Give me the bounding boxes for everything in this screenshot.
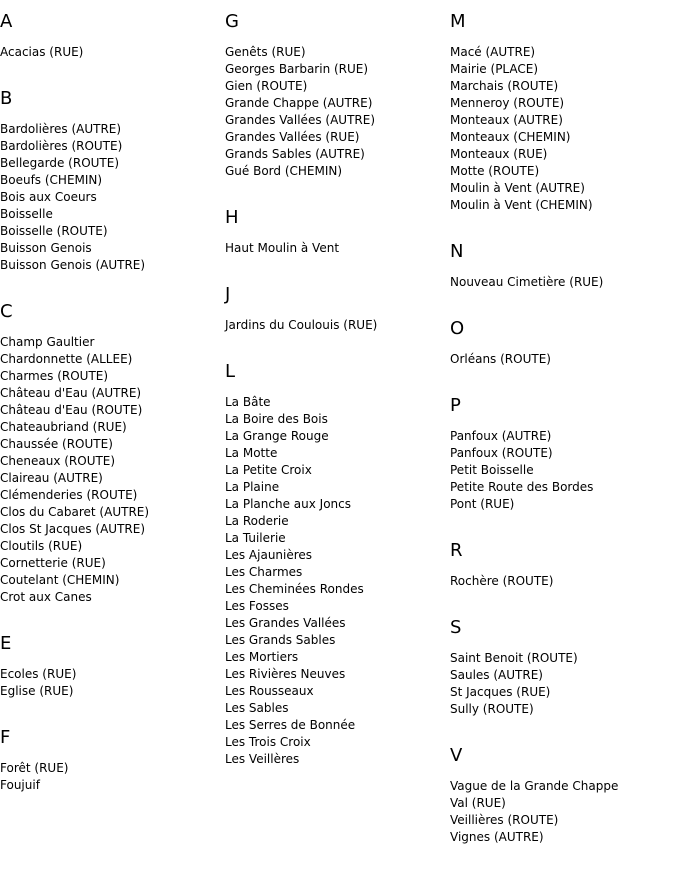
street-name: Val (RUE): [450, 796, 506, 810]
street-name: Nouveau Cimetière (RUE): [450, 275, 604, 289]
section-letter-heading: F: [0, 727, 11, 748]
street-name: Grandes Vallées (RUE): [225, 130, 360, 144]
section-letter-heading: S: [450, 617, 462, 638]
street-name: Champ Gaultier: [0, 335, 95, 349]
street-name: La Boire des Bois: [225, 412, 328, 426]
street-name: Motte (ROUTE): [450, 164, 540, 178]
street-name: Moulin à Vent (AUTRE): [450, 181, 585, 195]
street-list: [450, 351, 670, 368]
street-list: [225, 317, 445, 334]
letter-section: [225, 283, 445, 334]
letter-section: [0, 10, 220, 61]
street-name: Les Rivières Neuves: [225, 667, 346, 681]
street-name: La Petite Croix: [225, 463, 312, 477]
street-name: Clos St Jacques (AUTRE): [0, 522, 146, 536]
section-letter-heading: P: [450, 395, 461, 416]
street-name: Saules (AUTRE): [450, 668, 543, 682]
section-letter-heading: N: [450, 241, 464, 262]
street-name: Les Trois Croix: [225, 735, 311, 749]
section-letter-heading: V: [450, 745, 463, 766]
street-name: Foujuif: [0, 778, 40, 792]
street-name: Georges Barbarin (RUE): [225, 62, 369, 76]
street-name: Petite Route des Bordes: [450, 480, 594, 494]
street-name: Les Grands Sables: [225, 633, 336, 647]
street-name: Pont (RUE): [450, 497, 515, 511]
letter-section: [0, 300, 220, 606]
street-name: La Roderie: [225, 514, 289, 528]
street-name: La Motte: [225, 446, 278, 460]
street-name: Bardolières (ROUTE): [0, 139, 123, 153]
street-name: Les Veillères: [225, 752, 300, 766]
index-column: [225, 10, 445, 794]
street-list: [0, 121, 220, 274]
street-name: Vague de la Grande Chappe: [450, 779, 619, 793]
street-name: Charmes (ROUTE): [0, 369, 109, 383]
street-name: Mairie (PLACE): [450, 62, 539, 76]
street-name: Grands Sables (AUTRE): [225, 147, 365, 161]
street-name: Forêt (RUE): [0, 761, 69, 775]
section-letter-heading: L: [225, 361, 236, 382]
section-letter-heading: M: [450, 11, 466, 32]
street-name: La Tuilerie: [225, 531, 286, 545]
street-name: Jardins du Coulouis (RUE): [225, 318, 378, 332]
street-name: Les Mortiers: [225, 650, 299, 664]
street-name: Grandes Vallées (AUTRE): [225, 113, 375, 127]
street-list: [450, 428, 670, 513]
section-letter-heading: C: [0, 301, 13, 322]
street-name: Les Charmes: [225, 565, 303, 579]
street-name: Macé (AUTRE): [450, 45, 536, 59]
letter-section: [450, 744, 670, 846]
street-name: Clémenderies (ROUTE): [0, 488, 138, 502]
street-name: Les Rousseaux: [225, 684, 314, 698]
section-letter-heading: G: [225, 11, 239, 32]
street-name: La Grange Rouge: [225, 429, 329, 443]
section-letter-heading: B: [0, 88, 13, 109]
letter-section: [450, 240, 670, 291]
street-name: Les Grandes Vallées: [225, 616, 346, 630]
index-column: [450, 10, 670, 872]
street-list: [0, 760, 220, 794]
street-list: [225, 44, 445, 180]
letter-section: [225, 206, 445, 257]
street-name: Cheneaux (ROUTE): [0, 454, 116, 468]
street-name: Boeufs (CHEMIN): [0, 173, 103, 187]
street-name: Ecoles (RUE): [0, 667, 77, 681]
section-letter-heading: E: [0, 633, 12, 654]
street-name: Marchais (ROUTE): [450, 79, 559, 93]
street-name: Château d'Eau (AUTRE): [0, 386, 142, 400]
street-name: Grande Chappe (AUTRE): [225, 96, 373, 110]
street-name: Chateaubriand (RUE): [0, 420, 127, 434]
street-list: [0, 666, 220, 700]
street-name: Claireau (AUTRE): [0, 471, 103, 485]
letter-section: [450, 10, 670, 214]
street-name: Panfoux (ROUTE): [450, 446, 553, 460]
street-name: Monteaux (RUE): [450, 147, 548, 161]
street-name: Les Sables: [225, 701, 289, 715]
street-list: [0, 44, 220, 61]
street-name: Bardolières (AUTRE): [0, 122, 122, 136]
street-name: La Plaine: [225, 480, 280, 494]
street-name: Boisselle: [0, 207, 53, 221]
street-list: [225, 240, 445, 257]
street-name: Rochère (ROUTE): [450, 574, 554, 588]
section-letter-heading: H: [225, 207, 239, 228]
street-name: La Planche aux Joncs: [225, 497, 351, 511]
street-name: Moulin à Vent (CHEMIN): [450, 198, 593, 212]
street-name: Bellegarde (ROUTE): [0, 156, 120, 170]
street-list: [450, 44, 670, 214]
street-name: La Bâte: [225, 395, 271, 409]
street-name: Haut Moulin à Vent: [225, 241, 340, 255]
street-name: Boisselle (ROUTE): [0, 224, 108, 238]
letter-section: [0, 632, 220, 700]
street-name: Acacias (RUE): [0, 45, 84, 59]
street-name: Sully (ROUTE): [450, 702, 534, 716]
street-name: Monteaux (AUTRE): [450, 113, 563, 127]
letter-section: [0, 87, 220, 274]
section-letter-heading: R: [450, 540, 463, 561]
street-name: Coutelant (CHEMIN): [0, 573, 120, 587]
letter-section: [225, 360, 445, 768]
letter-section: [225, 10, 445, 180]
street-name: Monteaux (CHEMIN): [450, 130, 571, 144]
section-letter-heading: O: [450, 318, 465, 339]
street-name: Eglise (RUE): [0, 684, 74, 698]
street-name: St Jacques (RUE): [450, 685, 551, 699]
street-name: Clos du Cabaret (AUTRE): [0, 505, 150, 519]
street-name: Les Fosses: [225, 599, 289, 613]
street-name: Les Serres de Bonnée: [225, 718, 356, 732]
street-name: Les Ajaunières: [225, 548, 313, 562]
street-name: Bois aux Coeurs: [0, 190, 97, 204]
letter-section: [450, 394, 670, 513]
street-name: Menneroy (ROUTE): [450, 96, 565, 110]
street-name: Cloutils (RUE): [0, 539, 83, 553]
letter-section: [450, 317, 670, 368]
street-name: Chaussée (ROUTE): [0, 437, 113, 451]
section-letter-heading: A: [0, 11, 13, 32]
street-name: Buisson Genois (AUTRE): [0, 258, 146, 272]
street-name: Gien (ROUTE): [225, 79, 308, 93]
street-name: Saint Benoit (ROUTE): [450, 651, 578, 665]
letter-section: [450, 539, 670, 590]
street-name: Crot aux Canes: [0, 590, 92, 604]
street-name: Les Cheminées Rondes: [225, 582, 364, 596]
street-list: [450, 573, 670, 590]
street-name: Gué Bord (CHEMIN): [225, 164, 343, 178]
street-list: [0, 334, 220, 606]
street-name: Panfoux (AUTRE): [450, 429, 552, 443]
street-name: Buisson Genois: [0, 241, 92, 255]
street-list: [225, 394, 445, 768]
section-letter-heading: J: [225, 284, 231, 305]
street-name: Vignes (AUTRE): [450, 830, 544, 844]
street-name: Petit Boisselle: [450, 463, 534, 477]
street-list: [450, 274, 670, 291]
street-list: [450, 650, 670, 718]
letter-section: [450, 616, 670, 718]
street-name: Genêts (RUE): [225, 45, 306, 59]
street-name: Château d'Eau (ROUTE): [0, 403, 143, 417]
street-name: Veillières (ROUTE): [450, 813, 559, 827]
street-name: Cornetterie (RUE): [0, 556, 106, 570]
letter-section: [0, 726, 220, 794]
street-name: Orléans (ROUTE): [450, 352, 551, 366]
street-name: Chardonnette (ALLEE): [0, 352, 133, 366]
index-column: [0, 10, 220, 820]
